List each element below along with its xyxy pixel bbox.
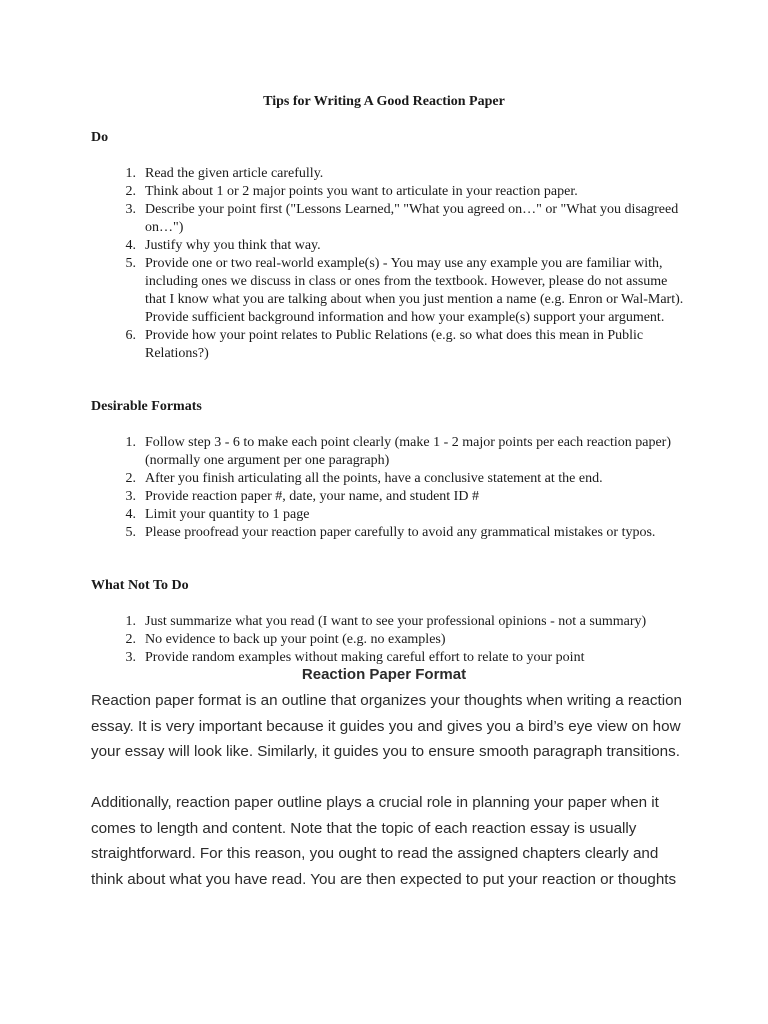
do-list — [91, 165, 691, 363]
list-item — [91, 237, 691, 255]
list-item-text: Read the given article carefully. — [145, 166, 324, 181]
list-item-text: Provide random examples without making careful effort to relate to your point — [145, 650, 585, 665]
list-item-number: 5. — [125, 256, 136, 271]
list-item-number: 1. — [125, 166, 136, 181]
list-item-number: 4. — [125, 238, 136, 253]
list-item-number: 2. — [125, 471, 136, 486]
list-item — [91, 434, 691, 470]
document-title: Tips for Writing A Good Reaction Paper — [263, 94, 505, 109]
list-item-text: Provide one or two real-world example(s) - You may use any example you are familiar with, including ones we discuss in class or ones from the textbook. However, please do not assume that I know what you are talking about when you just mention a name (e.g. Enron or Wal-Mart). Provide sufficient background information and how your example(s) support your argument. — [145, 256, 684, 325]
list-item — [91, 613, 691, 631]
list-item — [91, 649, 691, 667]
list-item — [91, 488, 691, 506]
list-item-number: 2. — [125, 184, 136, 199]
list-item — [91, 506, 691, 524]
list-item-text: Limit your quantity to 1 page — [145, 507, 310, 522]
list-item-text: Just summarize what you read (I want to see your professional opinions - not a summary) — [145, 614, 647, 629]
section-heading-what-not-to-do: What Not To Do — [91, 578, 189, 593]
list-item-text: No evidence to back up your point (e.g. no examples) — [145, 632, 446, 647]
list-item-number: 2. — [125, 632, 136, 647]
format-paragraph: Additionally, reaction paper outline plays a crucial role in planning your paper when it comes to length and content. Note that the topic of each reaction essay is usually straightforward. For this reason, you ought to read the assigned chapters clearly and think about what you have read. You are then expected to put your reaction or thoughts — [91, 794, 677, 888]
format-paragraph: Reaction paper format is an outline that organizes your thoughts when writing a reaction essay. It is very important because it guides you and gives you a bird’s eye view on how your essay will look like. Similarly, it guides you to ensure smooth paragraph transitions. — [91, 692, 682, 760]
list-item-text: After you finish articulating all the points, have a conclusive statement at the end. — [145, 471, 603, 486]
list-item-number: 1. — [125, 435, 136, 450]
list-item — [91, 201, 691, 237]
list-item-text: Please proofread your reaction paper carefully to avoid any grammatical mistakes or typos. — [145, 525, 656, 540]
list-item-number: 1. — [125, 614, 136, 629]
desirable-formats-list — [91, 434, 691, 542]
list-item-number: 3. — [125, 489, 136, 504]
list-item-text: Describe your point first ("Lessons Learned," "What you agreed on…" or "What you disagreed on…") — [145, 202, 679, 235]
section-heading-do: Do — [91, 130, 109, 145]
format-section-title: Reaction Paper Format — [301, 666, 467, 683]
list-item-number: 3. — [125, 650, 136, 665]
list-item — [91, 165, 691, 183]
list-item-text: Provide how your point relates to Public Relations (e.g. so what does this mean in Public Relations?) — [145, 328, 644, 361]
section-heading-desirable-formats: Desirable Formats — [91, 399, 202, 414]
list-item-number: 5. — [125, 525, 136, 540]
list-item-number: 4. — [125, 507, 136, 522]
list-item — [91, 524, 691, 542]
list-item-text: Follow step 3 - 6 to make each point clearly (make 1 - 2 major points per each reaction paper) (normally one argument per one paragraph) — [145, 435, 671, 468]
list-item-text: Provide reaction paper #, date, your name, and student ID # — [145, 489, 479, 504]
list-item — [91, 631, 691, 649]
what-not-to-do-list — [91, 613, 691, 667]
list-item — [91, 255, 691, 327]
list-item-text: Think about 1 or 2 major points you want to articulate in your reaction paper. — [145, 184, 578, 199]
list-item-text: Justify why you think that way. — [145, 238, 321, 253]
list-item-number: 6. — [125, 328, 136, 343]
list-item — [91, 327, 691, 363]
list-item — [91, 183, 691, 201]
list-item — [91, 470, 691, 488]
list-item-number: 3. — [125, 202, 136, 217]
